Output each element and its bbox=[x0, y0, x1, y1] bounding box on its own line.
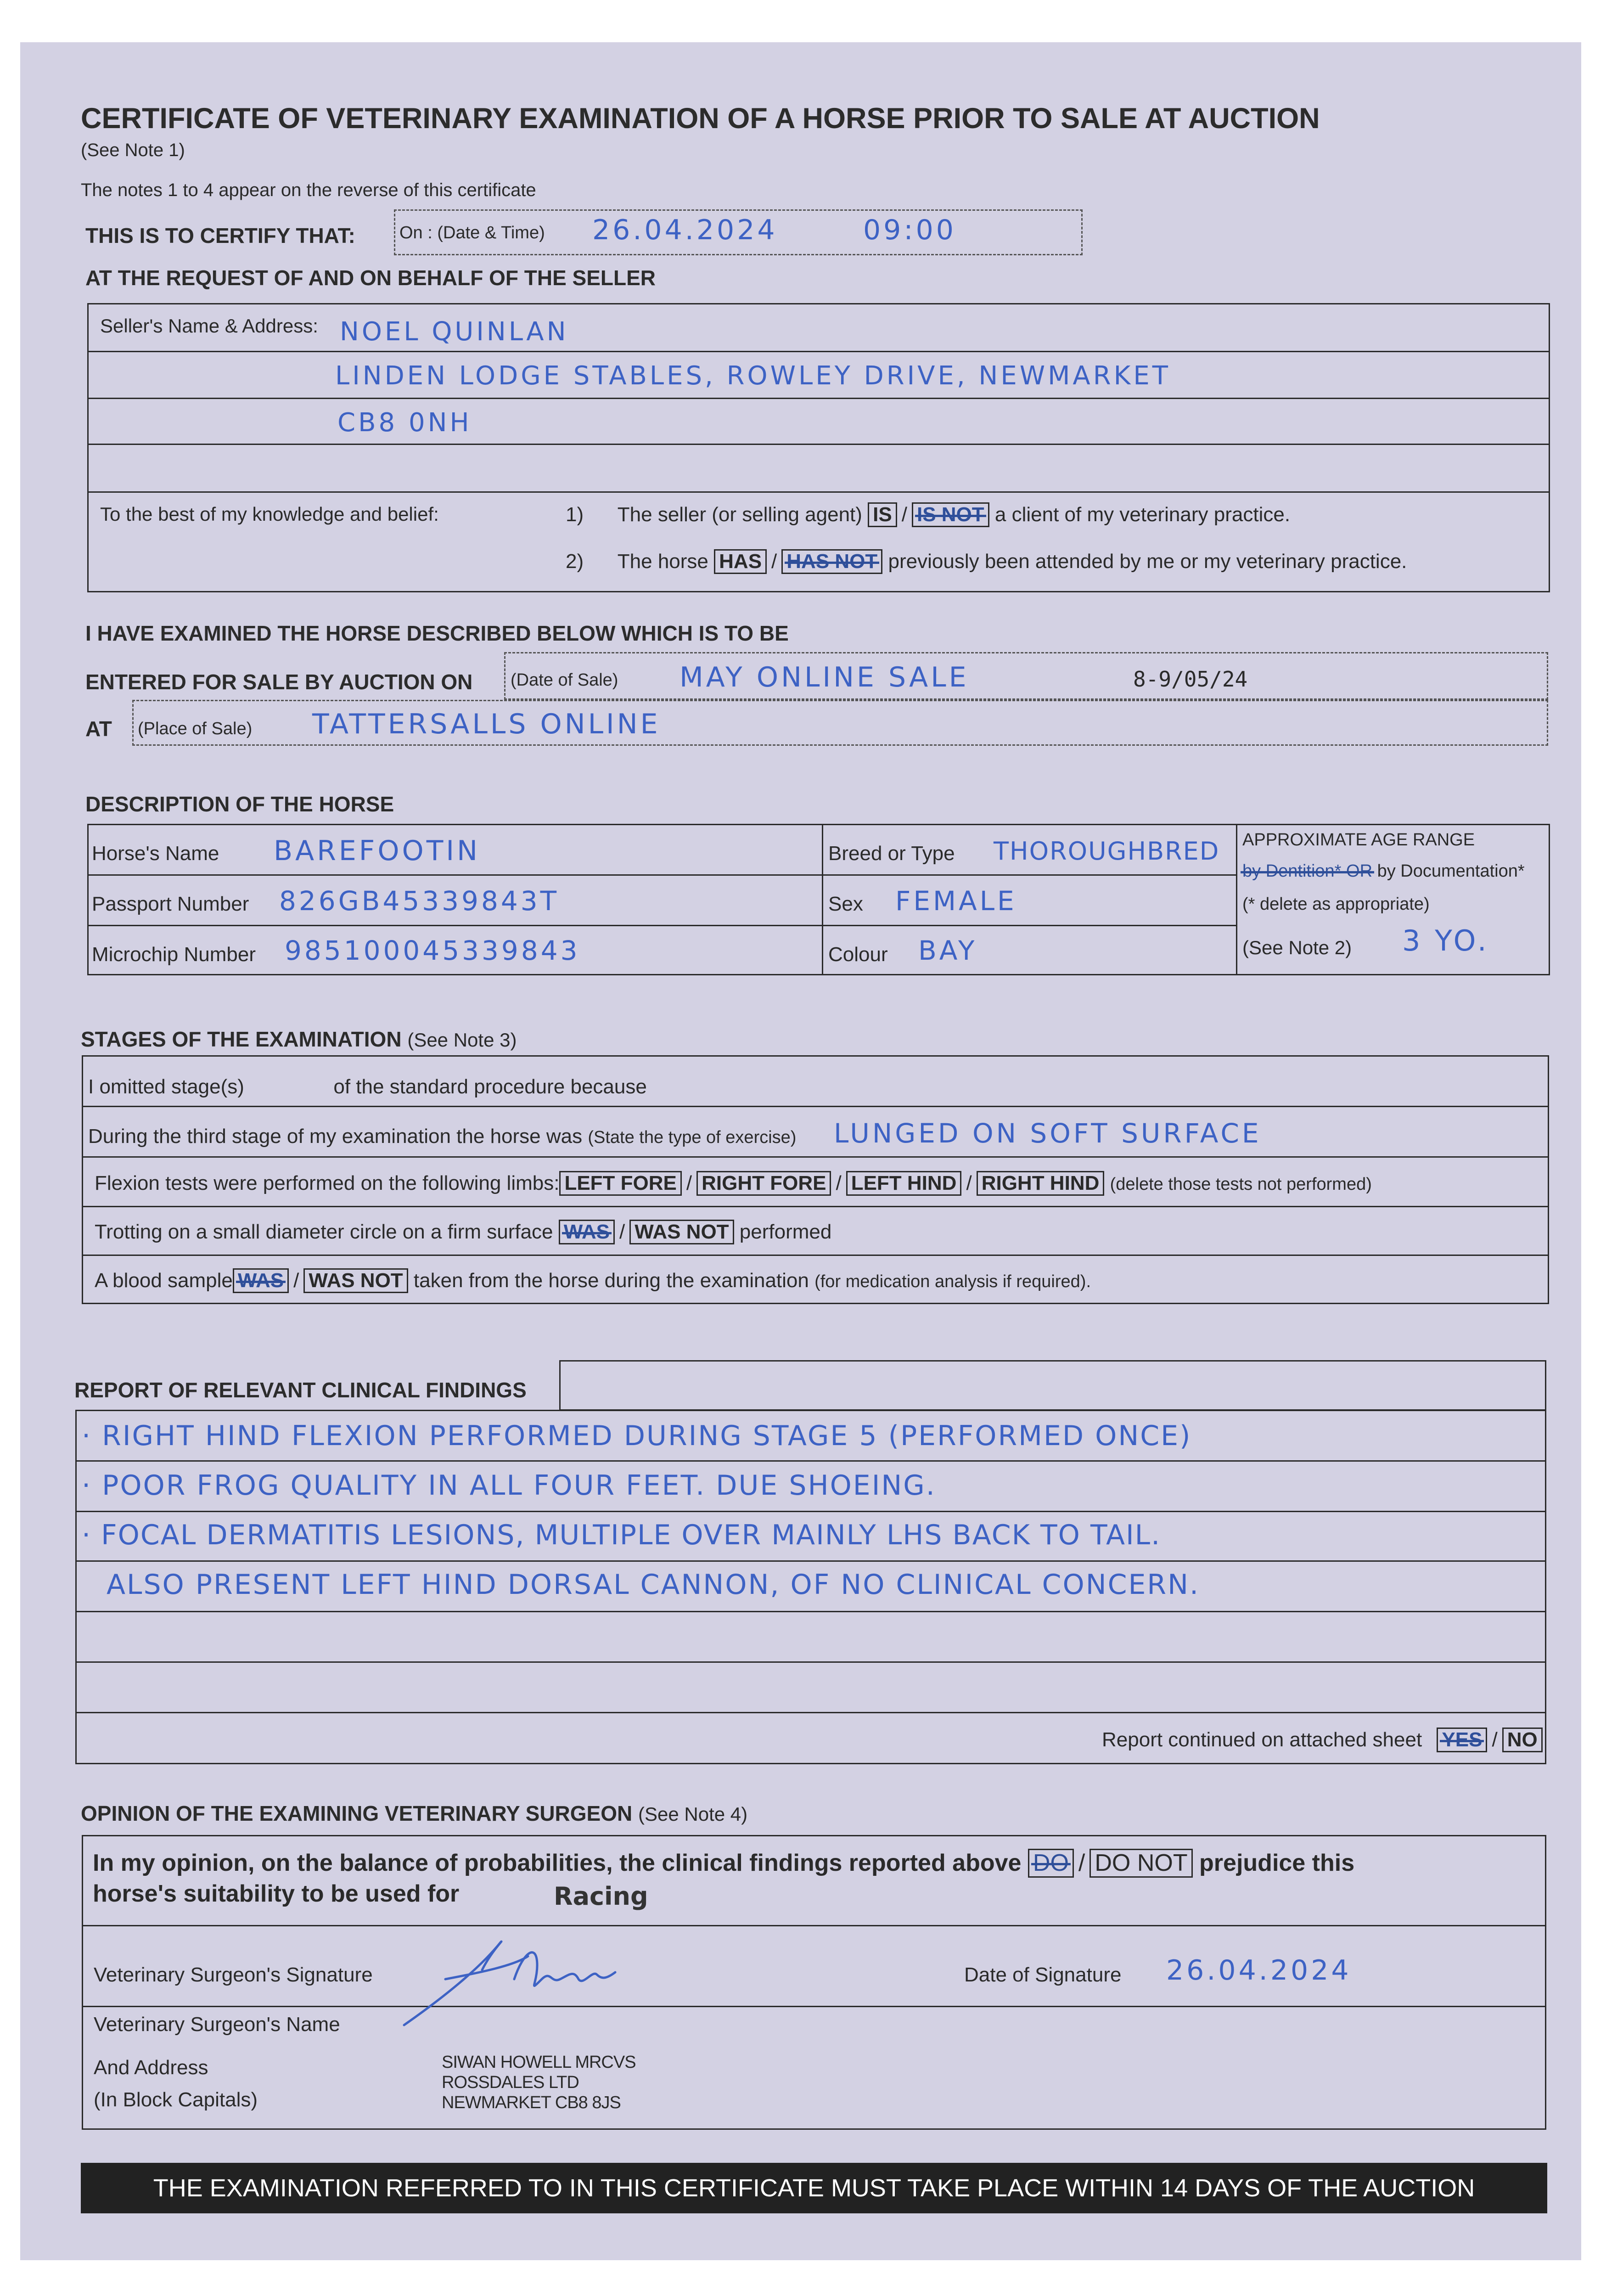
seller-address-line1[interactable]: LINDEN LODGE STABLES, ROWLEY DRIVE, NEWMARKET bbox=[335, 361, 1171, 391]
desc-rule-1 bbox=[87, 874, 1237, 876]
description-heading: DESCRIPTION OF THE HORSE bbox=[85, 792, 394, 816]
trotting-post: performed bbox=[739, 1221, 832, 1243]
flexion-note: (delete those tests not performed) bbox=[1110, 1175, 1372, 1194]
blood-row: A blood sample WAS / WAS NOT taken from the horse during the examination (for medication analysis if required). bbox=[95, 1268, 1091, 1293]
blood-post: taken from the horse during the examination bbox=[413, 1269, 809, 1292]
stages-heading-note: (See Note 3) bbox=[407, 1029, 517, 1051]
date-of-signature-value[interactable]: 26.04.2024 bbox=[1166, 1954, 1352, 1986]
footer-banner bbox=[81, 2163, 1547, 2213]
third-stage-note: (State the type of exercise) bbox=[588, 1128, 797, 1147]
desc-divider-1 bbox=[822, 824, 823, 975]
opinion-heading-note: (See Note 4) bbox=[638, 1803, 748, 1825]
age-by-documentation[interactable]: by Documentation* bbox=[1377, 861, 1525, 881]
trotting-label: Trotting on a small diameter circle on a firm surface bbox=[95, 1221, 553, 1243]
certify-label: THIS IS TO CERTIFY THAT: bbox=[85, 224, 355, 248]
third-stage-label: During the third stage of my examination the horse was bbox=[88, 1125, 583, 1148]
trotting-row: Trotting on a small diameter circle on a firm surface WAS / WAS NOT performed bbox=[95, 1220, 831, 1244]
sale-name-value[interactable]: MAY ONLINE SALE bbox=[680, 661, 969, 693]
signature-image bbox=[376, 1924, 698, 2034]
sale-place-value[interactable]: TATTERSALLS ONLINE bbox=[312, 708, 661, 740]
statement-2: 2) The horse HAS / HAS NOT previously been attended by me or my veterinary practice. bbox=[566, 549, 1407, 574]
footer-banner-text: THE EXAMINATION REFERRED TO IN THIS CERTIFICATE MUST TAKE PLACE WITHIN 14 DAYS OF THE AUCTION bbox=[153, 2174, 1475, 2202]
third-stage-value[interactable]: LUNGED ON SOFT SURFACE bbox=[834, 1118, 1262, 1149]
report-line-4[interactable]: ALSO PRESENT LEFT HIND DORSAL CANNON, OF NO CLINICAL CONCERN. bbox=[107, 1569, 1200, 1601]
opinion-line-1-post: prejudice this bbox=[1199, 1850, 1355, 1876]
report-rule-5 bbox=[75, 1661, 1546, 1663]
statement-1: 1) The seller (or selling agent) IS / IS NOT a client of my veterinary practice. bbox=[566, 502, 1290, 527]
sale-entered-label: ENTERED FOR SALE BY AUCTION ON bbox=[85, 670, 473, 694]
statement-1-is[interactable]: IS bbox=[868, 502, 897, 527]
desc-rule-2 bbox=[87, 925, 1237, 926]
surgeon-name-label: Veterinary Surgeon's Name bbox=[94, 2013, 340, 2036]
horse-name-value[interactable]: BAREFOOTIN bbox=[274, 835, 480, 867]
microchip-label: Microchip Number bbox=[92, 943, 256, 966]
opinion-line-2: horse's suitability to be used for bbox=[93, 1880, 460, 1907]
statement-1-post: a client of my veterinary practice. bbox=[994, 503, 1291, 526]
date-of-signature-label: Date of Signature bbox=[964, 1964, 1122, 1986]
passport-label: Passport Number bbox=[92, 893, 249, 915]
opinion-rule-2 bbox=[82, 2006, 1546, 2007]
opinion-do-not[interactable]: DO NOT bbox=[1089, 1849, 1192, 1878]
statement-2-pre: The horse bbox=[617, 550, 708, 573]
microchip-value[interactable]: 985100045339843 bbox=[285, 935, 580, 966]
report-line-3[interactable]: · FOCAL DERMATITIS LESIONS, MULTIPLE OVER MAINLY LHS BACK TO TAIL. bbox=[82, 1519, 1161, 1551]
seller-address-line2[interactable]: CB8 0NH bbox=[337, 408, 472, 438]
limb-left-hind[interactable]: LEFT HIND bbox=[846, 1171, 962, 1196]
statement-2-post: previously been attended by me or my veterinary practice. bbox=[888, 550, 1407, 573]
blood-label: A blood sample bbox=[95, 1269, 233, 1292]
knowledge-label: To the best of my knowledge and belief: bbox=[100, 503, 439, 525]
sale-date-label: (Date of Sale) bbox=[511, 670, 618, 690]
sale-date-box bbox=[504, 652, 1548, 700]
omitted-pre: I omitted stage(s) bbox=[88, 1075, 244, 1098]
opinion-rule-1 bbox=[82, 1925, 1546, 1926]
seller-rule-2 bbox=[87, 398, 1550, 399]
breed-label: Breed or Type bbox=[828, 842, 955, 865]
stages-heading-text: STAGES OF THE EXAMINATION bbox=[81, 1027, 402, 1051]
seller-rule-3 bbox=[87, 444, 1550, 445]
sale-date-value[interactable]: 8-9/05/24 bbox=[1133, 667, 1248, 692]
statement-1-num: 1) bbox=[566, 503, 584, 526]
blood-note: (for medication analysis if required). bbox=[814, 1272, 1091, 1291]
limb-left-fore[interactable]: LEFT FORE bbox=[559, 1171, 681, 1196]
trotting-was-not[interactable]: WAS NOT bbox=[629, 1220, 734, 1244]
opinion-do[interactable]: DO bbox=[1028, 1849, 1074, 1878]
trotting-was[interactable]: WAS bbox=[559, 1220, 615, 1244]
sale-place-label: (Place of Sale) bbox=[138, 719, 253, 738]
opinion-use-value[interactable]: Racing bbox=[554, 1882, 648, 1911]
seller-rule-1 bbox=[87, 351, 1550, 352]
report-line-2[interactable]: · POOR FROG QUALITY IN ALL FOUR FEET. DUE SHOEING. bbox=[82, 1469, 936, 1502]
report-continued-yes[interactable]: YES bbox=[1437, 1728, 1487, 1752]
flexion-row: Flexion tests were performed on the following limbs: LEFT FORE / RIGHT FORE / LEFT HIND / RIGHT HIND (delete those tests not performed) bbox=[95, 1171, 1372, 1196]
colour-value[interactable]: BAY bbox=[918, 935, 977, 966]
stamp-line-1[interactable]: SIWAN HOWELL MRCVS bbox=[442, 2053, 636, 2072]
limb-right-hind[interactable]: RIGHT HIND bbox=[977, 1171, 1105, 1196]
age-delete-note: (* delete as appropriate) bbox=[1242, 895, 1430, 914]
age-by-dentition[interactable]: by Dentition* OR bbox=[1242, 861, 1373, 881]
limb-right-fore[interactable]: RIGHT FORE bbox=[696, 1171, 831, 1196]
statement-2-has[interactable]: HAS bbox=[714, 549, 767, 574]
opinion-line-1-pre: In my opinion, on the balance of probabilities, the clinical findings reported above bbox=[93, 1850, 1022, 1876]
seller-name-label: Seller's Name & Address: bbox=[100, 315, 318, 337]
flexion-label: Flexion tests were performed on the following limbs: bbox=[95, 1172, 560, 1194]
report-continued-row: Report continued on attached sheet YES / NO bbox=[1102, 1728, 1543, 1752]
passport-value[interactable]: 826GB45339843T bbox=[279, 885, 560, 917]
statement-1-pre: The seller (or selling agent) bbox=[617, 503, 862, 526]
age-see-note: (See Note 2) bbox=[1242, 937, 1352, 958]
seller-name-value[interactable]: NOEL QUINLAN bbox=[340, 317, 569, 347]
horse-name-label: Horse's Name bbox=[92, 842, 219, 865]
statement-1-is-not[interactable]: IS NOT bbox=[912, 502, 989, 527]
omitted-post: of the standard procedure because bbox=[333, 1075, 647, 1098]
report-rule-2 bbox=[75, 1511, 1546, 1512]
report-title-box bbox=[559, 1360, 1546, 1411]
age-value[interactable]: 3 YO. bbox=[1402, 924, 1489, 957]
sex-value[interactable]: FEMALE bbox=[895, 885, 1017, 917]
stamp-line-3[interactable]: NEWMARKET CB8 8JS bbox=[442, 2093, 621, 2112]
report-line-1[interactable]: · RIGHT HIND FLEXION PERFORMED DURING STAGE 5 (PERFORMED ONCE) bbox=[82, 1420, 1192, 1452]
report-rule-4 bbox=[75, 1611, 1546, 1612]
address-label: And Address bbox=[94, 2056, 208, 2079]
stages-rule-3 bbox=[82, 1206, 1549, 1207]
signature-label: Veterinary Surgeon's Signature bbox=[94, 1964, 373, 1986]
breed-value[interactable]: THOROUGHBRED bbox=[994, 837, 1220, 866]
report-continued-label: Report continued on attached sheet bbox=[1102, 1728, 1422, 1751]
sale-at-label: AT bbox=[85, 717, 112, 741]
statement-2-has-not[interactable]: HAS NOT bbox=[781, 549, 882, 574]
seller-heading: AT THE REQUEST OF AND ON BEHALF OF THE SELLER bbox=[85, 266, 656, 290]
third-stage-row bbox=[88, 1125, 796, 1148]
report-heading: REPORT OF RELEVANT CLINICAL FINDINGS bbox=[74, 1378, 527, 1402]
age-methods bbox=[1242, 861, 1525, 881]
sex-label: Sex bbox=[828, 893, 863, 915]
statement-2-num: 2) bbox=[566, 550, 584, 573]
stages-heading bbox=[81, 1027, 517, 1052]
certify-date-label: On : (Date & Time) bbox=[399, 223, 545, 242]
age-heading: APPROXIMATE AGE RANGE bbox=[1242, 830, 1475, 850]
stages-rule-2 bbox=[82, 1156, 1549, 1158]
notes-line: The notes 1 to 4 appear on the reverse of this certificate bbox=[81, 180, 536, 200]
omitted-row bbox=[88, 1075, 647, 1098]
see-note-1: (See Note 1) bbox=[81, 140, 185, 160]
report-rule-6 bbox=[75, 1712, 1546, 1713]
report-continued-no[interactable]: NO bbox=[1502, 1728, 1543, 1752]
stamp-line-2[interactable]: ROSSDALES LTD bbox=[442, 2073, 579, 2092]
desc-divider-2 bbox=[1236, 824, 1237, 975]
certify-date-value[interactable]: 26.04.2024 bbox=[592, 214, 778, 246]
colour-label: Colour bbox=[828, 943, 888, 966]
report-rule-3 bbox=[75, 1560, 1546, 1562]
seller-rule-4 bbox=[87, 491, 1550, 493]
stages-rule-4 bbox=[82, 1255, 1549, 1256]
certificate-title: CERTIFICATE OF VETERINARY EXAMINATION OF A HORSE PRIOR TO SALE AT AUCTION bbox=[81, 102, 1320, 135]
blood-was-not[interactable]: WAS NOT bbox=[303, 1268, 408, 1293]
stages-rule-1 bbox=[82, 1106, 1549, 1107]
blood-was[interactable]: WAS bbox=[233, 1268, 289, 1293]
sale-heading: I HAVE EXAMINED THE HORSE DESCRIBED BELOW WHICH IS TO BE bbox=[85, 621, 789, 645]
block-capitals-label: (In Block Capitals) bbox=[94, 2088, 258, 2111]
certify-time-value[interactable]: 09:00 bbox=[863, 214, 956, 246]
opinion-line-1: In my opinion, on the balance of probabilities, the clinical findings reported above DO / DO NOT prejudice this bbox=[93, 1849, 1354, 1878]
report-rule-1 bbox=[75, 1460, 1546, 1462]
opinion-heading bbox=[81, 1801, 747, 1826]
opinion-heading-text: OPINION OF THE EXAMINING VETERINARY SURGEON bbox=[81, 1801, 633, 1825]
